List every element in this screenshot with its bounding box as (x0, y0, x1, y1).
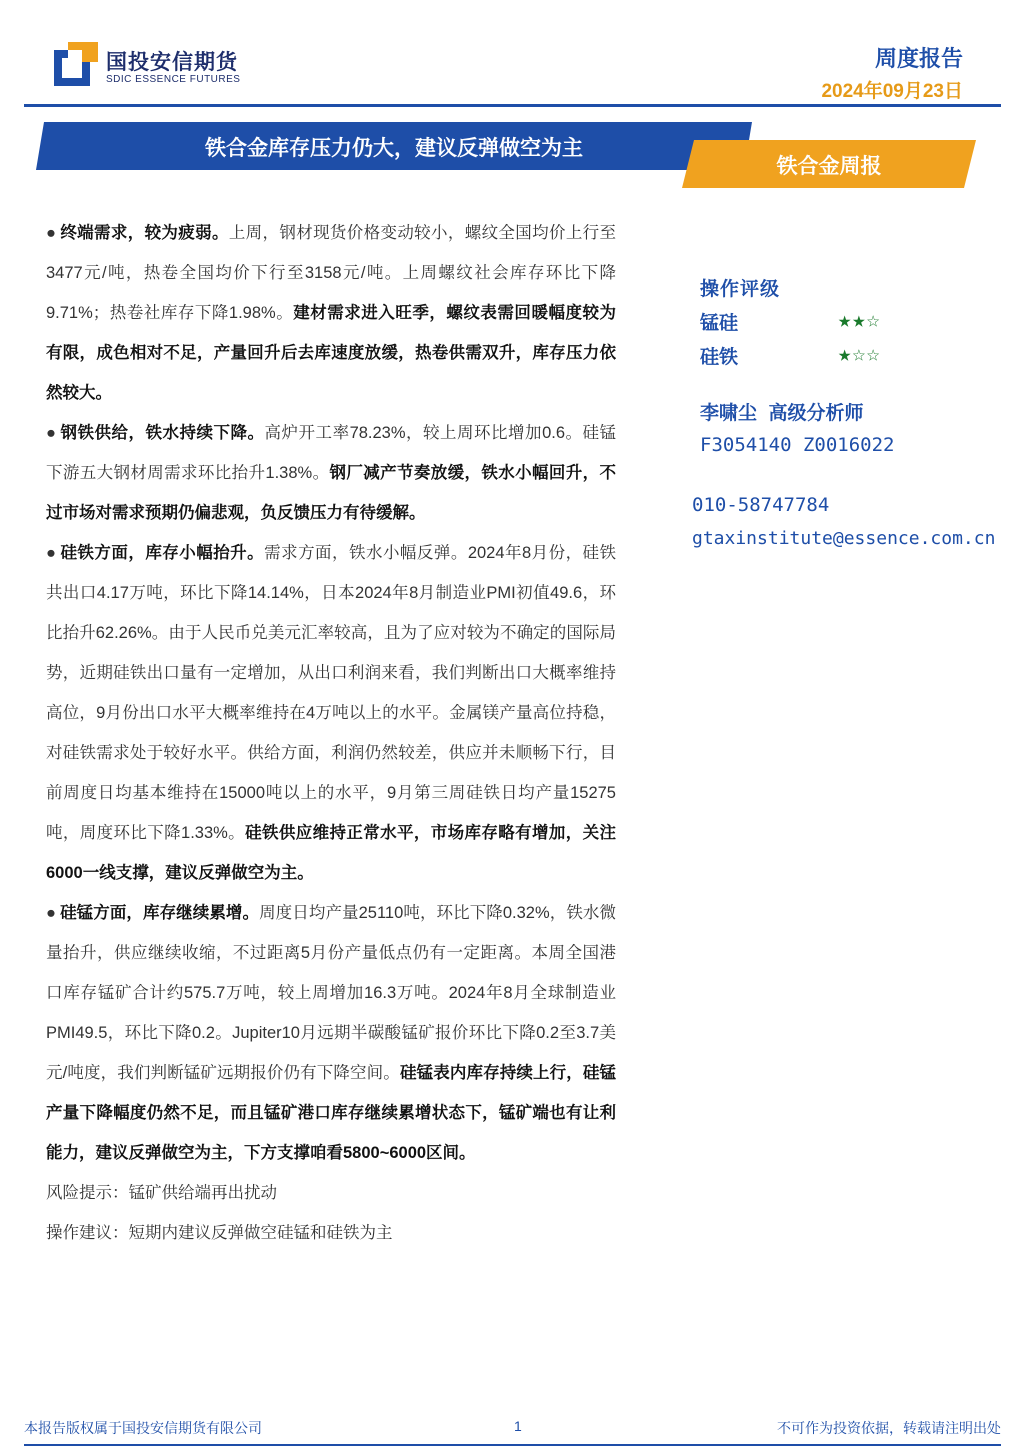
paragraph-supply (46, 413, 616, 533)
paragraph-conclusion: 硅铁供应维持正常水平，市场库存略有增加，关注6000一线支撑，建议反弹做空为主。 (46, 824, 616, 882)
report-title: 铁合金库存压力仍大，建议反弹做空为主 (205, 137, 583, 160)
rating-row-silicomanganese (700, 308, 940, 338)
rating-title: 操作评级 (700, 278, 781, 300)
paragraph-text: 高炉开工率78.23%，较上周环比增加0.6。硅锰下游五大钢材周需求环比抬升1.38%。 (46, 424, 617, 482)
paragraph-conclusion: 建材需求进入旺季，螺纹表需回暖幅度较为有限，成色相对不足，产量回升后去库速度放缓，热卷供需双升，库存压力依然较大。 (46, 304, 617, 402)
footer-disclaimer: 不可作为投资依据，转载请注明出处 (777, 1420, 1001, 1436)
page-footer (24, 1418, 1001, 1440)
bullet-icon: ● (46, 904, 57, 922)
contact-phone: 010-58747784 (692, 494, 830, 516)
paragraph-demand (46, 213, 616, 413)
paragraph-lead: 钢铁供给，铁水持续下降。 (60, 424, 265, 442)
footer-copyright: 本报告版权属于国投安信期货有限公司 (24, 1420, 262, 1436)
title-banner (36, 122, 752, 170)
paragraph-text: 上周，钢材现货价格变动较小，螺纹全国均价上行至3477元/吨，热卷全国均价下行至3158元/吨。上周螺纹社会库存环比下降9.71%；热卷社库存下降1.98%。 (46, 224, 617, 322)
star-rating-icon: ★★☆ (838, 308, 881, 333)
header-divider (24, 104, 1001, 107)
paragraph-text: 周度日均产量25110吨，环比下降0.32%，铁水微量抬升，供应继续收缩，不过距离5月份产量低点仍有一定距离。本周全国港口库存锰矿合计约575.7万吨，较上周增加16.3万吨。2024年8月全球制造业PMI49.5，环比下降0.2。Jupiter10月远期半碳酸锰矿报价环比下降0.2至3.7美元/吨度，我们判断锰矿远期报价仍有下降空间。 (46, 904, 616, 1082)
logo-text-en: SDIC ESSENCE FUTURES (106, 74, 241, 85)
paragraph-lead: 硅锰方面，库存继续累增。 (60, 904, 260, 922)
page-number: 1 (514, 1418, 522, 1434)
rating-row-ferrosilicon (700, 342, 940, 372)
analyst-certificate: F3054140 Z0016022 (700, 434, 895, 456)
report-body (46, 213, 616, 1253)
risk-note: 风险提示：锰矿供给端再出扰动 (46, 1184, 277, 1202)
contact-email[interactable]: gtaxinstitute@essence.com.cn (692, 528, 996, 549)
paragraph-ferrosilicon (46, 533, 616, 893)
star-rating-icon: ★☆☆ (838, 342, 881, 367)
rating-name: 硅铁 (700, 346, 739, 368)
paragraph-text: 需求方面，铁水小幅反弹。2024年8月份，硅铁共出口4.17万吨，环比下降14.14%，日本2024年8月制造业PMI初值49.6，环比抬升62.26%。由于人民币兑美元汇率较高，且为了应对较为不确定的国际局势，近期硅铁出口量有一定增加，从出口利润来看，我们判断出口大概率维持高位，9月份出口水平大概率维持在4万吨以上的水平。金属镁产量高位持稳，对硅铁需求处于较好水平。供给方面，利润仍然较差，供应并未顺畅下行，目前周度日均基本维持在15000吨以上的水平，9月第三周硅铁日均产量15275吨，周度环比下降1.33%。 (46, 544, 617, 842)
operation-advice: 操作建议：短期内建议反弹做空硅锰和硅铁为主 (46, 1224, 393, 1242)
report-type: 周度报告 (874, 46, 963, 71)
paragraph-silicomanganese (46, 893, 616, 1173)
bullet-icon: ● (46, 544, 57, 562)
paragraph-lead: 终端需求，较为疲弱。 (60, 224, 229, 242)
bullet-icon: ● (46, 224, 57, 242)
report-date: 2024年09月23日 (821, 81, 963, 102)
rating-name: 锰硅 (700, 312, 739, 334)
category-tag-label: 铁合金周报 (776, 155, 882, 178)
logo-mark-icon (54, 42, 98, 86)
paragraph-lead: 硅铁方面，库存小幅抬升。 (60, 544, 265, 562)
paragraph-conclusion: 硅锰表内库存持续上行，硅锰产量下降幅度仍然不足，而且锰矿港口库存继续累增状态下，锰矿端也有让利能力，建议反弹做空为主，下方支撑咱看5800~6000区间。 (46, 1064, 616, 1162)
logo-text-cn: 国投安信期货 (106, 51, 238, 74)
paragraph-conclusion: 钢厂减产节奏放缓，铁水小幅回升，不过市场对需求预期仍偏悲观，负反馈压力有待缓解。 (46, 464, 616, 522)
company-logo (54, 42, 241, 90)
footer-divider (24, 1444, 1001, 1446)
category-tag (682, 140, 976, 188)
bullet-icon: ● (46, 424, 57, 442)
analyst-name: 李啸尘 高级分析师 (700, 402, 864, 424)
